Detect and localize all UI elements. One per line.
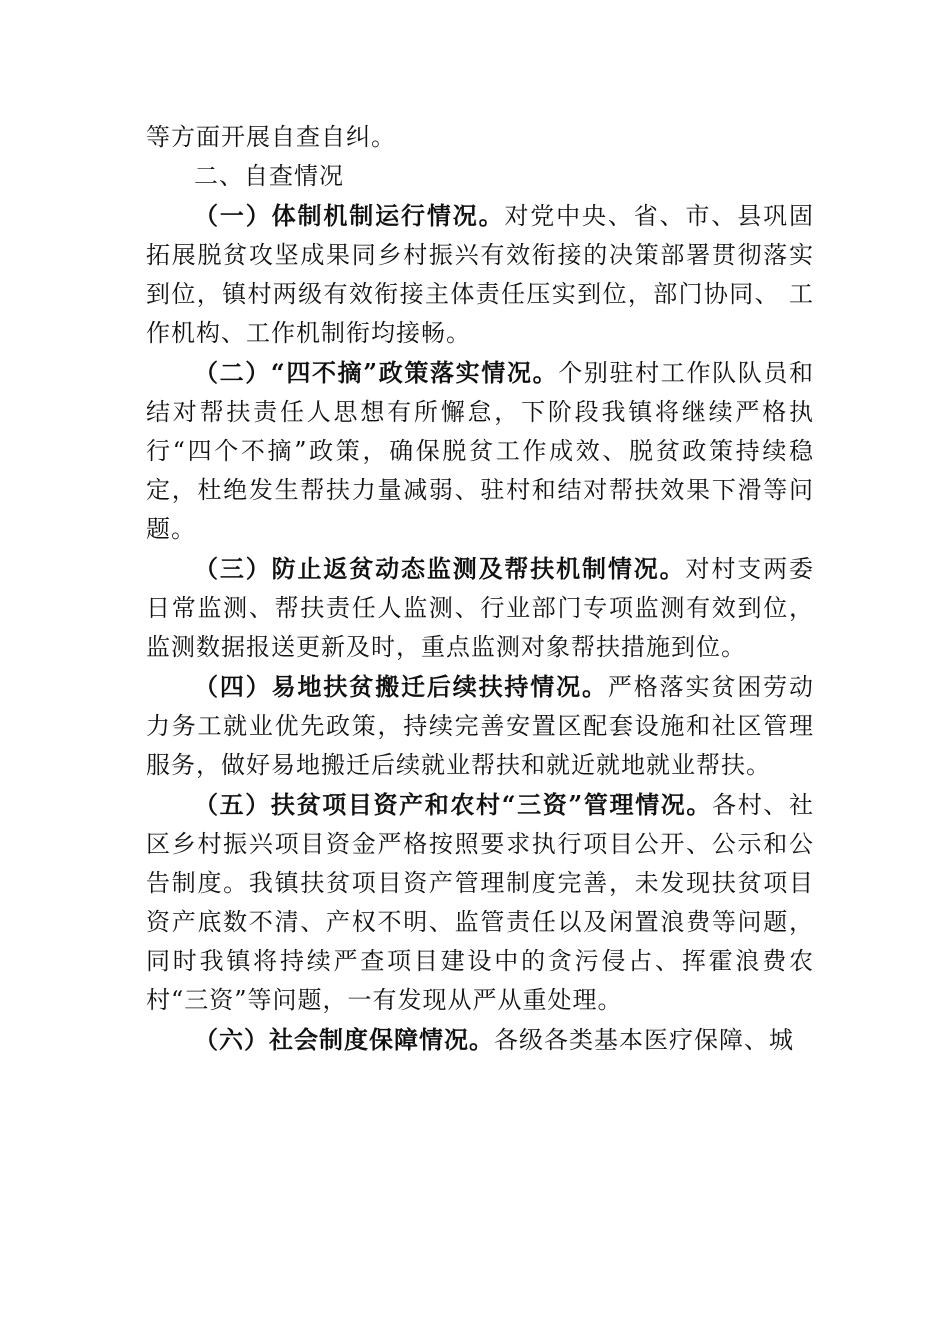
paragraph-3 <box>146 549 814 667</box>
paragraph-6 <box>146 1020 814 1060</box>
section-heading: 二、自查情况 <box>194 162 344 190</box>
paragraph-6-body: 各级各类基本医疗保障、城 <box>494 1026 794 1054</box>
paragraph-2-body: 个别驻村工作队队员和结对帮扶责任人思想有所懈怠，下阶段我镇将继续严格执行“四个不摘”政策，确保脱贫工作成效、脱贫政策持续稳定，杜绝发生帮扶力量减弱、驻村和结对帮扶效果下滑等问题。 <box>146 359 815 543</box>
paragraph-4 <box>146 667 814 785</box>
paragraph-3-lead: （三）防止返贫动态监测及帮扶机制情况。 <box>194 554 686 583</box>
paragraph-1-lead: （一）体制机制运行情况。 <box>194 201 505 230</box>
paragraph-1-body: 对党中央、省、市、县巩固拓展脱贫攻坚成果同乡村振兴有效衔接的决策部署贯彻落实到位，镇村两级有效衔接主体责任压实到位，部门协同、 工作机构、工作机制衔均接畅。 <box>146 202 815 347</box>
document-page <box>146 118 814 1060</box>
paragraph-4-body: 严格落实贫困劳动力务工就业优先政策，持续完善安置区配套设施和社区管理服务，做好易地搬迁后续就业帮扶和就近就地就业帮扶。 <box>146 673 815 779</box>
paragraph-5-lead: （五）扶贫项目资产和农村“三资”管理情况。 <box>194 790 713 819</box>
paragraph-2-lead: （二）“四不摘”政策落实情况。 <box>194 358 559 387</box>
paragraph-6-lead: （六）社会制度保障情况。 <box>194 1025 494 1054</box>
paragraph-5-body: 各村、社区乡村振兴项目资金严格按照要求执行项目公开、公示和公告制度。我镇扶贫项目资产管理制度完善，未发现扶贫项目资产底数不清、产权不明、监管责任以及闲置浪费等问题，同时我镇将持续严查项目建设中的贪污侵占、挥霍浪费农村“三资”等问题，一有发现从严从重处理。 <box>146 791 815 1014</box>
paragraph-5 <box>146 785 814 1020</box>
paragraph-4-lead: （四）易地扶贫搬迁后续扶持情况。 <box>194 672 608 701</box>
paragraph-2 <box>146 353 814 549</box>
paragraph-3-body: 对村支两委日常监测、帮扶责任人监测、行业部门专项监测有效到位， 监测数据报送更新及时，重点监测对象帮扶措施到位。 <box>146 555 815 661</box>
continuation-text: 等方面开展自查自纠。 <box>146 123 396 151</box>
paragraph-1 <box>146 196 814 353</box>
